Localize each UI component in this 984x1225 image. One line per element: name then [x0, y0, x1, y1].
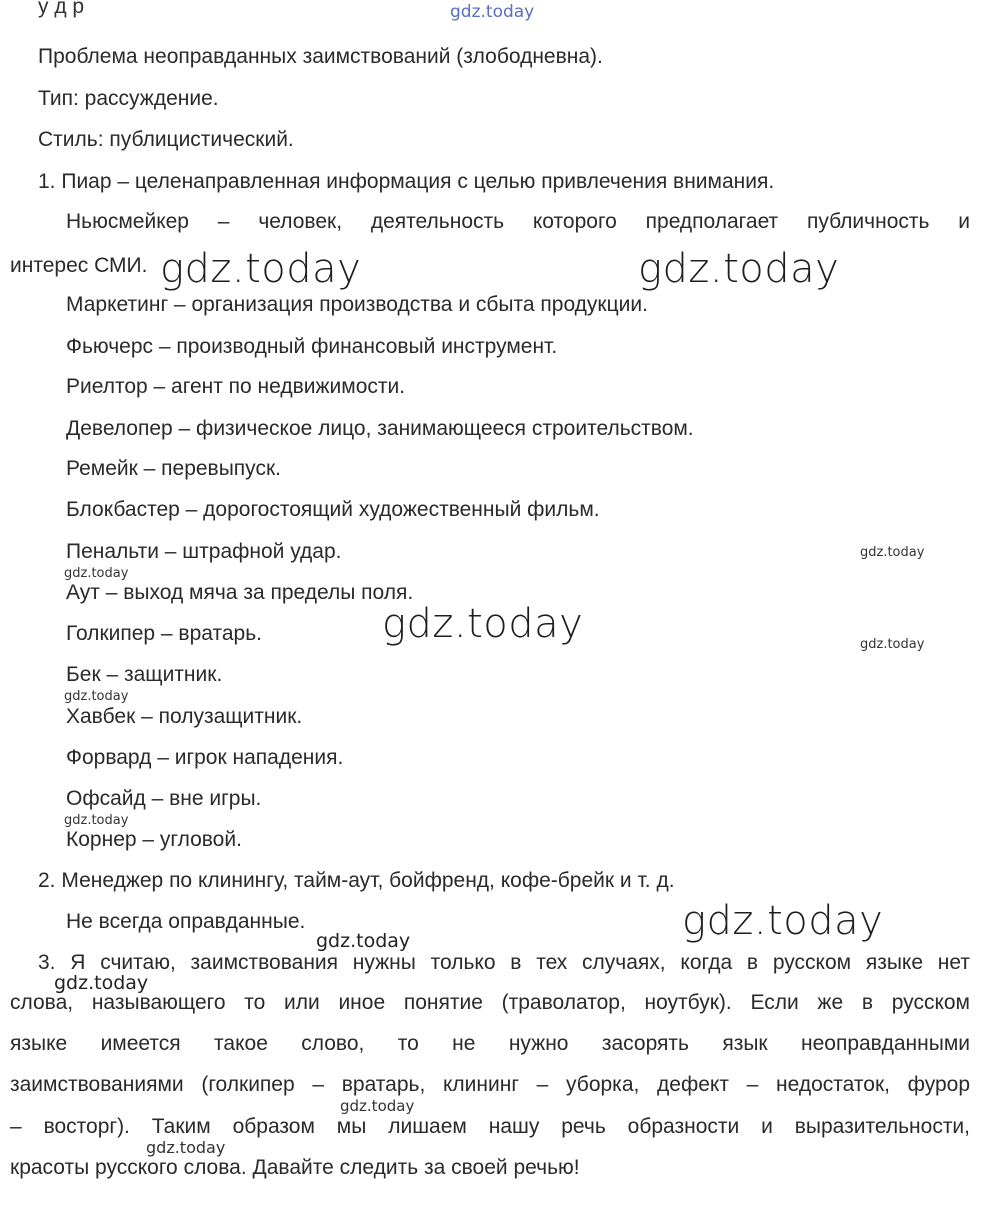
term-out: Аут – выход мяча за пределы поля. — [66, 581, 414, 604]
watermark: gdz.today — [682, 898, 884, 944]
item-3-line-3: языке имеется такое слово, то не нужно засорять язык неоправданными — [10, 1032, 970, 1055]
item-2-examples: 2. Менеджер по клинингу, тайм-аут, бойфренд, кофе-брейк и т. д. — [38, 869, 675, 892]
item-3-line-2: слова, называющего то или иное понятие (траволатор, ноутбук). Если же в русском — [10, 991, 970, 1014]
term-goalkeeper: Голкипер – вратарь. — [66, 622, 263, 645]
watermark: gdz.today — [146, 1138, 226, 1157]
watermark: gdz.today — [340, 1097, 415, 1115]
item-3-line-4: заимствованиями (голкипер – вратарь, клининг – уборка, дефект – недостаток, фурор — [10, 1073, 970, 1096]
watermark: gdz.today — [64, 689, 129, 704]
term-newsmaker: Ньюсмейкер – человек, деятельность которого предполагает публичность и — [66, 210, 970, 233]
item-3-line-5: – восторг). Таким образом мы лишаем нашу речь образности и выразительности, — [10, 1115, 970, 1138]
term-realtor: Риелтор – агент по недвижимости. — [66, 375, 406, 398]
watermark: gdz.today — [860, 637, 925, 652]
watermark: gdz.today — [64, 813, 129, 828]
term-back: Бек – защитник. — [66, 663, 223, 686]
style-line: Стиль: публицистический. — [38, 128, 294, 151]
problem-line: Проблема неоправданных заимствований (злободневна). — [38, 45, 603, 68]
term-futures: Фьючерс – производный финансовый инструмент. — [66, 335, 558, 358]
header-fragment: у д р — [38, 0, 85, 18]
item-1-pr: 1. Пиар – целенаправленная информация с целью привлечения внимания. — [38, 170, 775, 193]
watermark: gdz.today — [160, 246, 362, 292]
watermark: gdz.today — [382, 601, 584, 647]
term-offside: Офсайд – вне игры. — [66, 787, 262, 810]
term-marketing: Маркетинг – организация производства и сбыта продукции. — [66, 293, 648, 316]
term-forward: Форвард – игрок нападения. — [66, 746, 344, 769]
item-2-note: Не всегда оправданные. — [66, 910, 306, 933]
term-developer: Девелопер – физическое лицо, занимающееся строительством. — [66, 417, 694, 440]
term-newsmaker-cont: интерес СМИ. — [10, 254, 148, 277]
watermark: gdz.today — [54, 972, 149, 994]
term-halfback: Хавбек – полузащитник. — [66, 705, 303, 728]
term-remake: Ремейк – перевыпуск. — [66, 457, 281, 480]
item-3-line-1: 3. Я считаю, заимствования нужны только в тех случаях, когда в русском языке нет — [38, 951, 970, 974]
type-line: Тип: рассуждение. — [38, 87, 219, 110]
watermark: gdz.today — [638, 246, 840, 292]
term-corner: Корнер – угловой. — [66, 828, 242, 851]
watermark: gdz.today — [64, 566, 129, 581]
watermark: gdz.today — [860, 545, 925, 560]
item-3-line-6: красоты русского слова. Давайте следить за своей речью! — [10, 1156, 580, 1179]
watermark: gdz.today — [450, 2, 535, 22]
term-blockbuster: Блокбастер – дорогостоящий художественный фильм. — [66, 498, 600, 521]
header-fragment-cut — [38, 0, 298, 22]
watermark: gdz.today — [316, 930, 411, 952]
term-penalty: Пенальти – штрафной удар. — [66, 540, 342, 563]
